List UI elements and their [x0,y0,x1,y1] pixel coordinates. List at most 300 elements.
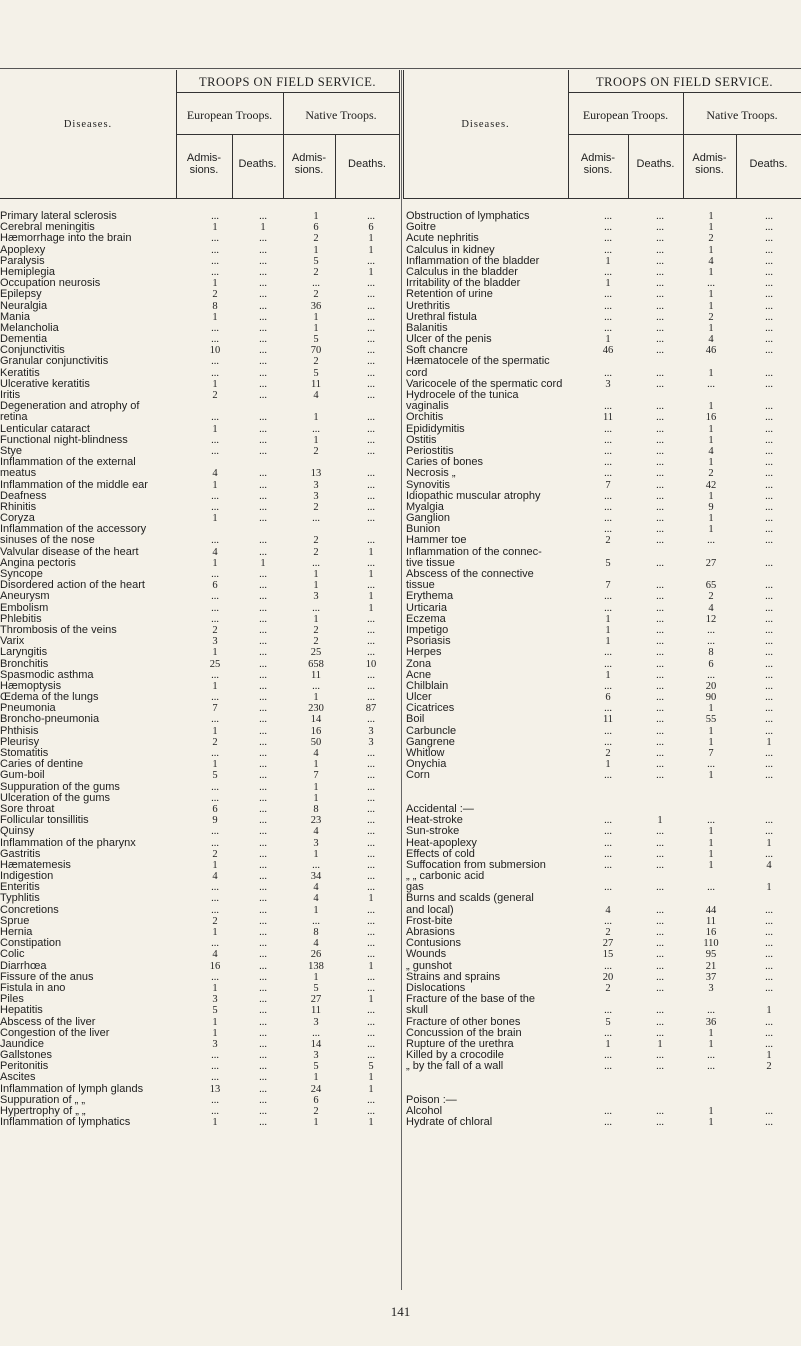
native-admissions-cell: 46 [705,345,717,357]
european-deaths-cell: ... [656,501,664,513]
native-admissions-cell: 5 [313,255,319,267]
native-deaths-cell: 1 [368,591,374,603]
native-admissions-cell: 21 [705,960,717,972]
european-deaths-cell: ... [656,311,664,323]
european-admissions-cell: 2 [605,748,611,759]
european-deaths-cell: ... [259,300,267,312]
european-deaths-cell: ... [259,859,267,871]
native-admissions-cell: 23 [310,815,322,827]
european-deaths-cell: ... [656,1117,664,1129]
table-row [0,1117,400,1128]
european-deaths-cell: ... [656,837,664,849]
native-admissions-cell: ... [312,915,320,927]
disease-name: Urethral fistula [406,310,477,323]
european-deaths-cell: ... [259,1094,267,1106]
disease-name: „ gunshot [406,959,452,972]
native-deaths-cell: ... [765,602,773,614]
native-admissions-cell: 1 [708,848,714,860]
native-deaths-cell: 87 [365,703,377,715]
european-admissions-cell: ... [211,445,219,457]
native-deaths-cell: ... [765,535,773,547]
european-admissions-cell: ... [211,1050,219,1062]
disease-name: Hydrate of chloral [406,1116,493,1129]
european-deaths-cell: ... [259,591,267,603]
table-row [403,480,801,491]
table-row [0,770,400,781]
european-deaths-cell: ... [259,692,267,704]
european-admissions-cell: 46 [602,345,614,357]
european-admissions-cell: ... [211,1094,219,1106]
right-rows [403,199,801,1128]
european-deaths-cell: ... [259,278,267,290]
european-admissions-cell: ... [211,356,219,368]
european-deaths-cell: 1 [260,222,266,234]
disease-name: Contusions [406,937,462,950]
disease-name: Hæmorrhage into the brain [0,232,132,245]
table-row [403,356,801,367]
european-deaths-cell: ... [259,982,267,994]
native-admissions-cell: 1 [708,266,714,278]
european-deaths-cell: ... [656,680,664,692]
admissions-header: Admis- sions. [291,152,327,176]
disease-name: Deafness [0,489,47,502]
european-deaths-cell: ... [656,445,664,457]
disease-name: Poison :— [406,1093,457,1106]
european-deaths-cell: ... [656,826,664,838]
european-deaths-cell: ... [656,334,664,346]
header-title: TROOPS ON FIELD SERVICE. [596,75,773,89]
native-admissions-cell: 6 [708,658,714,670]
european-admissions-cell: ... [211,266,219,278]
disease-name: Embolism [0,601,49,614]
european-admissions-cell: 1 [605,624,611,636]
european-deaths-cell: ... [656,859,664,871]
european-admissions-cell: ... [604,222,612,234]
table-row [403,1072,801,1083]
table-row [0,860,400,871]
native-admissions-cell: 1 [708,1117,714,1129]
european-admissions-cell: 1 [212,647,218,659]
european-admissions-cell: ... [211,255,219,267]
table-row [403,692,801,703]
disease-name: Dementia [0,333,48,346]
native-admissions-cell: 1 [313,848,319,860]
table-row [403,647,801,658]
table-row [403,949,801,960]
disease-name: Ulcer of the penis [406,333,492,346]
disease-name: Suffocation from submersion [406,858,546,871]
disease-name: Phlebitis [0,612,42,625]
european-admissions-cell: ... [211,569,219,580]
european-admissions-cell: 1 [212,513,218,525]
native-deaths-cell: ... [765,960,773,972]
native-admissions-cell: ... [312,602,320,614]
european-deaths-cell: ... [656,960,664,972]
european-admissions-cell: 10 [209,345,221,357]
table-row [0,1039,400,1050]
native-deaths-cell: ... [765,434,773,446]
native-deaths-cell: ... [765,613,773,625]
native-deaths-cell: ... [367,792,375,804]
european-deaths-cell: ... [259,546,267,558]
native-admissions-cell: 1 [708,457,714,469]
native-deaths-cell: ... [765,501,773,513]
european-admissions-cell: ... [211,490,219,502]
deaths-header: Deaths. [238,158,277,170]
native-deaths-cell: ... [367,423,375,435]
european-deaths-cell: 1 [657,815,663,827]
native-deaths-cell: 3 [368,725,374,737]
disease-name: Burns and scalds (general [406,892,534,905]
native-deaths-cell: ... [367,982,375,994]
disease-name: Inflammation of the connec- [406,545,542,558]
disease-name: Primary lateral sclerosis [0,210,117,222]
native-deaths-cell: ... [367,1038,375,1050]
european-admissions-cell: ... [211,669,219,681]
deaths-header: Deaths. [348,158,386,170]
table-row [403,289,801,300]
disease-name: Frost-bite [406,914,453,927]
native-admissions-cell: 11 [705,915,717,927]
native-deaths-cell: ... [765,490,773,502]
european-admissions-cell: ... [604,1106,612,1117]
european-admissions-cell: ... [604,658,612,670]
table-row [403,401,801,412]
european-admissions-cell: ... [211,904,219,916]
native-deaths-cell: ... [765,669,773,681]
disease-name: Lenticular cataract [0,422,90,435]
european-deaths-cell: ... [259,882,267,894]
disease-name: Rhinitis [0,500,37,513]
disease-name: Varicocele of the spermatic cord [406,377,563,390]
native-admissions-cell: 36 [310,300,322,312]
european-deaths-cell: ... [656,367,664,379]
european-admissions-cell: ... [604,882,612,894]
european-admissions-cell: ... [211,971,219,983]
european-deaths-cell: ... [656,647,664,659]
disease-name: Onychia [406,758,447,771]
european-admissions-cell: ... [604,770,612,782]
table-row [403,233,801,244]
disease-name: and local) [406,903,454,916]
native-admissions-cell: 658 [308,658,324,670]
table-row [0,480,400,491]
european-deaths-cell: ... [259,311,267,323]
european-admissions-cell: ... [604,233,612,245]
european-deaths-cell: ... [656,1106,664,1117]
european-admissions-cell: 2 [605,535,611,547]
european-admissions-cell: 1 [605,613,611,625]
european-admissions-cell: 27 [602,938,614,950]
native-deaths-cell: ... [367,1094,375,1106]
disease-name: Conjunctivitis [0,344,65,357]
disease-name: Effects of cold [406,847,475,860]
european-admissions-cell: ... [604,289,612,301]
disease-name: Impetigo [406,623,449,636]
european-deaths-cell: ... [259,412,267,424]
disease-name: Jaundice [0,1037,45,1050]
disease-name: Colic [0,948,25,961]
european-admissions-cell: 5 [212,1005,218,1017]
european-troops-header: European Troops. [186,108,273,122]
native-deaths-cell: 1 [368,233,374,245]
table-row [403,782,801,793]
native-deaths-cell: ... [367,278,375,290]
native-admissions-cell: 4 [708,445,714,457]
native-deaths-cell: ... [765,311,773,323]
native-deaths-cell: ... [765,401,773,413]
native-admissions-cell: 2 [313,1106,319,1117]
disease-name: Fracture of the base of the [406,993,536,1006]
native-admissions-cell: 1 [313,211,319,222]
table-row [0,356,400,367]
table-row [0,983,400,994]
native-deaths-cell: ... [765,278,773,290]
table-row [0,233,400,244]
disease-name: Cicatrices [406,702,455,715]
native-admissions-cell: 1 [708,1106,714,1117]
native-admissions-cell: 2 [313,289,319,301]
table-row [0,603,400,614]
european-deaths-cell: ... [259,1083,267,1095]
native-deaths-cell: 1 [766,736,772,748]
native-deaths-cell: 4 [766,859,772,871]
native-deaths-cell: ... [765,591,773,603]
native-admissions-cell: ... [312,557,320,569]
native-deaths-cell: ... [367,871,375,883]
native-admissions-cell: 1 [313,971,319,983]
european-deaths-cell: ... [656,904,664,916]
native-deaths-cell: ... [367,748,375,759]
native-admissions-cell: 4 [708,602,714,614]
european-admissions-cell: ... [604,960,612,972]
european-deaths-cell: ... [259,624,267,636]
native-deaths-cell: ... [367,490,375,502]
table-row [403,1005,801,1016]
native-deaths-cell: ... [367,378,375,390]
european-admissions-cell: ... [604,1117,612,1129]
european-deaths-cell: ... [656,938,664,950]
european-admissions-cell: 1 [212,1027,218,1039]
native-admissions-cell: 11 [310,1005,322,1017]
native-deaths-cell: ... [367,513,375,525]
disease-name: Whitlow [406,747,445,759]
left-header [0,70,400,199]
disease-name: Obstruction of lymphatics [406,210,530,222]
disease-name: Iritis [0,389,21,401]
native-admissions-cell: 5 [313,334,319,346]
european-deaths-cell: ... [259,770,267,782]
table-row [0,714,400,725]
native-admissions-cell: ... [707,759,715,771]
admissions-header: Admis- sions. [692,152,727,176]
native-admissions-cell: 90 [705,692,717,704]
native-admissions-cell: 1 [313,580,319,592]
native-admissions-cell: ... [707,378,715,390]
european-deaths-cell: ... [259,792,267,804]
disease-name: Myalgia [406,500,444,513]
disease-name: Dislocations [406,981,466,994]
disease-name: Sun-stroke [406,825,460,838]
native-deaths-cell: ... [765,244,773,256]
native-admissions-cell: ... [312,423,320,435]
native-deaths-cell: ... [367,781,375,793]
european-admissions-cell: 1 [605,669,611,681]
native-admissions-cell: 2 [313,546,319,558]
european-admissions-cell: 11 [602,714,614,726]
native-admissions-cell: ... [707,624,715,636]
native-deaths-cell: ... [765,624,773,636]
native-admissions-cell: 16 [705,412,717,424]
native-admissions-cell: 2 [708,233,714,245]
european-deaths-cell: ... [656,434,664,446]
native-admissions-cell: 2 [313,624,319,636]
table-row [0,938,400,949]
native-admissions-cell: 1 [708,244,714,256]
native-deaths-cell: ... [765,513,773,525]
european-deaths-cell: ... [259,266,267,278]
native-deaths-cell: ... [367,580,375,592]
european-admissions-cell: ... [604,501,612,513]
native-deaths-cell: ... [765,300,773,312]
native-admissions-cell: 42 [705,479,717,491]
native-admissions-cell: 1 [708,859,714,871]
native-admissions-cell: 1 [708,322,714,334]
native-deaths-cell: ... [765,222,773,234]
disease-name: Thrombosis of the veins [0,623,117,636]
table-row [0,994,400,1005]
european-admissions-cell: 3 [212,636,218,648]
native-admissions-cell: 1 [708,736,714,748]
native-admissions-cell: 36 [705,1016,717,1028]
native-admissions-cell: 50 [310,736,322,748]
native-admissions-cell: ... [312,1027,320,1039]
disease-name: Acute nephritis [406,232,479,245]
table-row [403,424,801,435]
european-deaths-cell: ... [259,569,267,580]
european-admissions-cell: ... [604,524,612,536]
disease-name: Epilepsy [0,288,42,301]
admissions-header: Admis- sions. [580,152,616,176]
native-deaths-cell: ... [765,971,773,983]
native-admissions-cell: 4 [708,255,714,267]
disease-name: Retention of urine [406,288,493,301]
native-admissions-cell: 11 [310,669,322,681]
european-deaths-cell: ... [656,982,664,994]
european-deaths-cell: ... [259,1005,267,1017]
table-row [0,647,400,658]
native-admissions-cell: 11 [310,378,322,390]
european-admissions-cell: ... [604,244,612,256]
native-admissions-cell: 2 [313,233,319,245]
native-deaths-cell: 1 [368,1117,374,1129]
table-row [0,301,400,312]
european-deaths-cell: ... [259,367,267,379]
table-row [0,726,400,737]
european-admissions-cell: 1 [212,859,218,871]
native-deaths-cell: ... [765,557,773,569]
native-deaths-cell: 1 [368,1072,374,1084]
disease-name: sinuses of the nose [0,534,95,547]
european-deaths-cell: ... [656,736,664,748]
native-deaths-cell: ... [367,647,375,659]
european-deaths-cell: ... [259,345,267,357]
european-deaths-cell: ... [259,714,267,726]
disease-name: Cerebral meningitis [0,221,95,234]
native-deaths-cell: ... [765,770,773,782]
native-deaths-cell: 1 [368,546,374,558]
european-admissions-cell: ... [604,815,612,827]
native-deaths-cell: ... [765,524,773,536]
disease-name: Granular conjunctivitis [0,355,109,368]
disease-name: Occupation neurosis [0,277,101,290]
native-deaths-cell: ... [367,848,375,860]
native-deaths-cell: 6 [368,222,374,234]
european-admissions-cell: ... [211,591,219,603]
european-deaths-cell: ... [259,211,267,222]
native-deaths-cell: 1 [368,960,374,972]
european-deaths-cell: ... [656,513,664,525]
native-admissions-cell: 4 [708,334,714,346]
native-deaths-cell: ... [367,211,375,222]
native-admissions-cell: 1 [313,1072,319,1084]
european-admissions-cell: 2 [212,848,218,860]
diseases-header: Diseases. [461,119,510,130]
disease-name: Congestion of the liver [0,1026,110,1039]
disease-name: Zona [406,657,432,670]
european-deaths-cell: ... [656,266,664,278]
european-admissions-cell: ... [604,680,612,692]
disease-name: Inflammation of the external [0,456,136,469]
disease-name: Laryngitis [0,646,48,659]
european-admissions-cell: 1 [212,479,218,491]
european-admissions-cell: 1 [212,311,218,323]
table-row [0,245,400,256]
european-admissions-cell: 3 [212,994,218,1006]
native-deaths-cell: ... [765,658,773,670]
european-admissions-cell: 5 [212,770,218,782]
european-deaths-cell: ... [259,915,267,927]
european-admissions-cell: ... [211,1072,219,1084]
european-admissions-cell: ... [604,457,612,469]
european-admissions-cell: 4 [212,871,218,883]
european-deaths-cell: ... [259,938,267,950]
native-admissions-cell: 2 [313,266,319,278]
table-row [0,256,400,267]
european-admissions-cell: 11 [602,412,614,424]
disease-name: Fracture of other bones [406,1015,521,1028]
native-admissions-cell: 14 [310,1038,322,1050]
native-deaths-cell: ... [765,904,773,916]
disease-name: Stye [0,444,23,457]
european-admissions-cell: ... [211,322,219,334]
european-admissions-cell: 6 [212,803,218,815]
table-row [403,815,801,826]
native-admissions-cell: 110 [703,938,719,950]
european-deaths-cell: ... [656,714,664,726]
disease-name: Epididymitis [406,422,465,435]
disease-name: Piles [0,993,24,1006]
native-deaths-cell: 1 [368,244,374,256]
native-deaths-cell: ... [765,266,773,278]
native-deaths-cell: ... [765,1117,773,1129]
disease-name: Strains and sprains [406,970,501,983]
native-admissions-cell: 1 [313,781,319,793]
table-row [403,770,801,781]
disease-name: Follicular tonsillitis [0,814,89,827]
native-admissions-cell: ... [707,1005,715,1017]
native-deaths-cell: ... [367,680,375,692]
